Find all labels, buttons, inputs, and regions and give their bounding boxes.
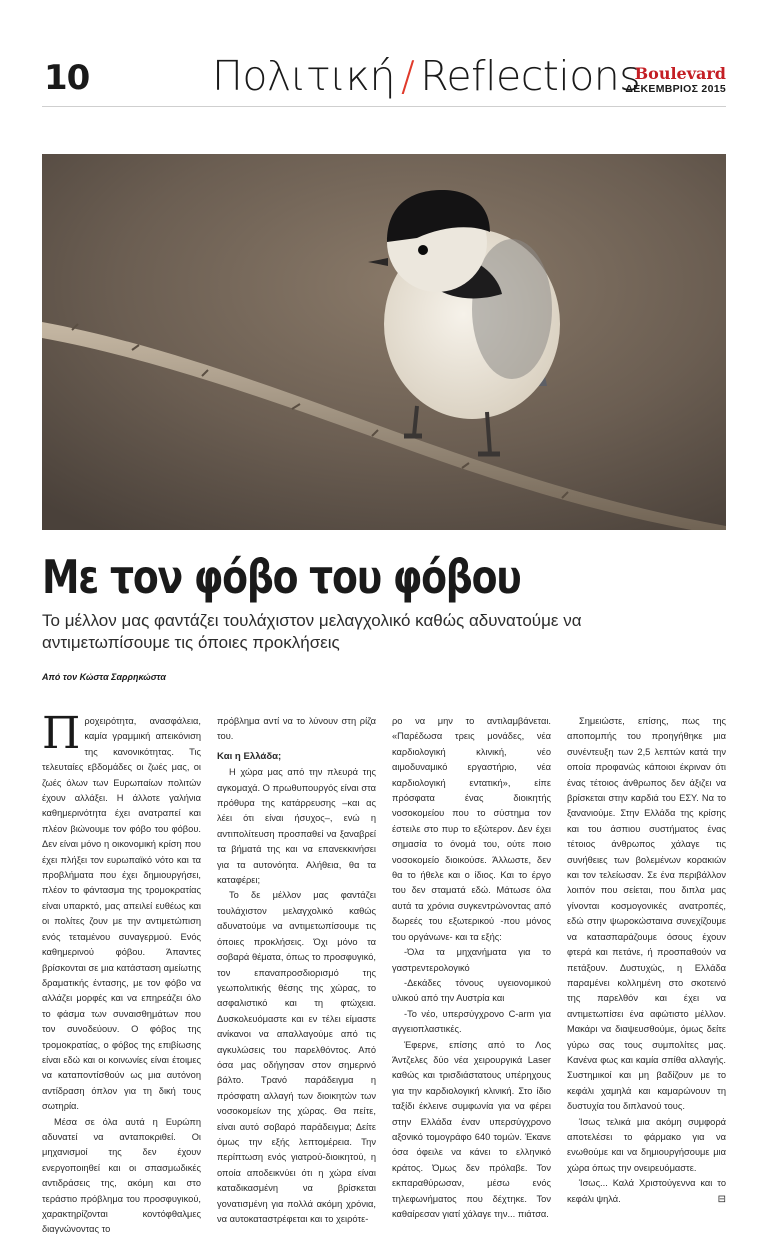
issue-date: ΔΕΚΕΜΒΡΙΟΣ 2015 <box>625 83 726 95</box>
publication-brand <box>625 66 726 95</box>
paragraph: Σημειώστε, επίσης, πως της αποπομπής του προηγήθηκε μια συνέντευξη των 2,5 λεπτών κατά την οποία προφανώς κάποιοι έκριναν ότι ένας τέτοιος άνθρωπος δεν άξιζει να βρίσκεται στην καρδιά του ΕΣΥ. Να το ξανανιούμε. Στην Ελλάδα της κρίσης και του άσπιου συστήματος ένας τέτοιος άνθρωπος χάλαγε τις συνήθειες των βολεμένων κορακιών και τον τελείωσαν. Σε ένα περιβάλλον λοιπόν που σείεται, που διπλα μας γίνονται κοσμογονικές ανατροπές, εδώ στην ψωροκώσταινα συνεχίζουμε να κατασπαράζουμε όσους έχουν φτερά και πετάνε, ή προσπαθούν να πετάξουν. Δυστυχώς, η Ελλάδα παραμένει κολλημένη στο σκοτεινό της παρελθόν και έχει να αντιμετωπίσει ένα αφώτιστο μέλλον. Μακάρι να διαψευσθούμε, όμως δείτε γύρω σας τους συμπολίτες μας. Κανένα φως και καμία σπίθα αλλαγής. Συστημικοί και μη βαδίζουν με το κεφάλι χαμηλά και καμαρώνουν τη δυστυχία του διπλανού τους. <box>567 716 726 1112</box>
section-name-en: Reflections <box>420 52 641 100</box>
list-item: -Όλα τα μηχανήματα για το γαστρεντερολογικό <box>392 947 551 973</box>
brand-logo: Boulevard <box>634 64 726 83</box>
page-header <box>42 52 726 104</box>
paragraph: ρο να μην το αντιλαμβάνεται. «Παρέδωσα τρεις μονάδες, νέα καρδιολογική κλινική, νέο αιμοδυναμικό εργαστήριο, νέα καρδιολογική εντατική», είπε πρόσφατα ένας διοικητής νοσοκομείου που το σύστημα τον έστειλε στο πυρ το εξώτερον. Δεν έχει σημασία το όνομά του, ούτε ποιο νοσοκομείο διοικούσε. Άλλωστε, δεν θα το ήθελε και ο ίδιος. Και το έργο του δεν σταματά εδώ. Μάτωσε όλα αυτά τα χρόνια συγκεντρώνοντας από δωρεές του εξωτερικού -που μόνος του οργάνωνε- και τα εξής: <box>392 716 551 942</box>
paragraph <box>42 708 201 1115</box>
paragraph <box>567 1176 726 1207</box>
chickadee-illustration <box>42 154 726 530</box>
paragraph-text: Ίσως... Καλά Χριστούγεννα και το κεφάλι ψηλά. <box>567 1178 726 1204</box>
paragraph: Το δε μέλλον μας φαντάζει τουλάχιστον μελαγχολικό καθώς αδυνατούμε να αντιμετωπίσουμε τις όποιες προκλήσεις. Όχι μόνο τα σοβαρά θέματα, όπως το προσφυγικό, τον επαναπροσδιορισμό της γεωπολιτικής θέσης της χώρας, το ασφαλιστικό και τη φτώχεια. Δυσκολευόμαστε και εν τέλει είμαστε ανίκανοι να απαλλαγούμε από τις αγκυλώσεις του παρελθόντος. Από όσα μας οδήγησαν στον σημερινό βάλτο. Τρανό παράδειγμα η πρόσφατη αλλαγή των διοικητών των νοσοκομείων της χώρας. Θα πείτε, είναι αυτό σοβαρό παράδειγμα; Δείτε όμως την εξής λεπτομέρεια. Την περίπτωση ενός γιατρού-διοικητού, η οποία αποδεικνύει ότι η χώρα είναι καταδικασμένη να βρίσκεται γονατισμένη για πολλά ακόμη χρόνια, να αυτοκαταστρέφεται και το χειρότε- <box>217 890 376 1224</box>
section-name: Πολιτική <box>212 52 395 100</box>
article-body <box>42 708 726 1238</box>
end-mark-icon: ⊟ <box>717 1193 726 1205</box>
subheading: Και η Ελλάδα; <box>217 750 282 762</box>
article-photo <box>42 154 726 530</box>
section-title <box>212 52 640 100</box>
paragraph: Ίσως τελικά μια ακόμη συμφορά αποτελέσει το φάρμακο για να ενωθούμε και να δημιουργήσουμε μια χώρα όπως την ονειρευόμαστε. <box>567 1116 726 1173</box>
column-1 <box>42 708 201 1238</box>
paragraph: Η χώρα μας από την πλευρά της αγκομαχά. Ο πρωθυπουργός είναι στα πρόθυρα της κατάρρευσης –και ας λέει ότι είναι ήσυχος–, ενώ η αντιπολίτευση προσπαθεί να ξαναβρεί τα βήματά της και να επανεκκινήσει για τα αυτονόητα. Αλήθεια, θα τα καταφέρει; <box>217 767 376 886</box>
page-number: 10 <box>44 58 90 98</box>
column-3 <box>392 714 551 1238</box>
drop-cap: Π <box>42 708 81 759</box>
list-item: -Δεκάδες τόνους υγειονομικού υλικού από την Αυστρία και <box>392 977 551 1004</box>
list-item: -Το νέο, υπερσύγχρονο C-arm για αγγειοπλαστικές. <box>392 1008 551 1035</box>
column-2 <box>217 714 376 1238</box>
article-title: Με τον φόβο του φόβου <box>42 550 521 604</box>
paragraph: πρόβλημα αντί να το λύνουν στη ρίζα του. <box>217 716 376 742</box>
column-4 <box>567 714 726 1238</box>
paragraph: Έφερνε, επίσης από το Λος Άντζελες δύο νέα χειρουργικά Laser καθώς και τρισδιάστατους υπέρηχους για την καρδιολογική κλινική. Στο ίδιο ταξίδι έκλεινε συμφωνία για να φέρει στην Ελλάδα έναν υπερσύγχρονο αξονικό τομογράφο 640 τομών. Έκανε όσα όφειλε να κάνει το ελληνικό κράτος. Όμως δεν πρόλαβε. Τον εκπαραθύρωσαν, μέσω ενός τηλεφωνήματος που δέχτηκε. Τον καθαίρεσαν γιατί χάλαγε την... πιάτσα. <box>392 1039 551 1219</box>
article-subtitle: Το μέλλον μας φαντάζει τουλάχιστον μελαγχολικό καθώς αδυνατούμε να αντιμετωπίσουμε τις όποιες προκλήσεις <box>42 611 582 652</box>
header-divider <box>42 106 726 107</box>
section-separator: / <box>400 52 415 100</box>
paragraph: Μέσα σε όλα αυτά η Ευρώπη αδυνατεί να ανταποκριθεί. Οι μηχανισμοί της δεν έχουν ενεργοποιηθεί και οι σπασμωδικές αντιδράσεις της, ακόμη και στο τεράστιο πρόβλημα του προσφυγικού, χαρακτηρίζονται κοντόφθαλμες διαγνώνοντας το <box>42 1116 201 1235</box>
article-byline: Από τον Κώστα Σαρρηκώστα <box>42 672 166 682</box>
paragraph-text: ροχειρότητα, ανασφάλεια, καμία γραμμική απεικόνιση της κανονικότητας. Τις τελευταίες εβδομάδες οι ζωές μας, οι ζωές όλων των Ευρωπαίων πολιτών έχουν αλλάξει. Η άλλοτε γαλήνια καθημερινότητα έχει ανατραπεί και πλέον βιώνουμε τον φόβο του φόβου. Δεν είναι μόνο η οικονομική κρίση που έχει πλήξει τον ευρωπαϊκό νότο και τα προβλήματα που έχει δημιουργήσει, πλέον το φάντασμα της τρομοκρατίας είναι υπαρκτό, μας απειλεί ευθέως και οι πολίτες ζουν με την αντιμετώπιση ενός τεταμένου συναγερμού. Ενός καθημερινού φόβου. Άπαντες βρίσκονται σε μια κατάσταση αμείωτης δραματικής έντασης, με τον φόβο να αλλάζει μορφές και να επηρεάζει όλο το φάσμα των συναισθημάτων που τον συνοδεύουν. Ο φόβος της τρομοκρατίας, ο φόβος της επιβίωσης είναι εδώ και οι κοινωνίες είναι έτοιμες να καταποντίσθούν ως μια αυτόνοη αντίδραση όπλον για τη δική τους σωτηρία. <box>42 716 201 1112</box>
